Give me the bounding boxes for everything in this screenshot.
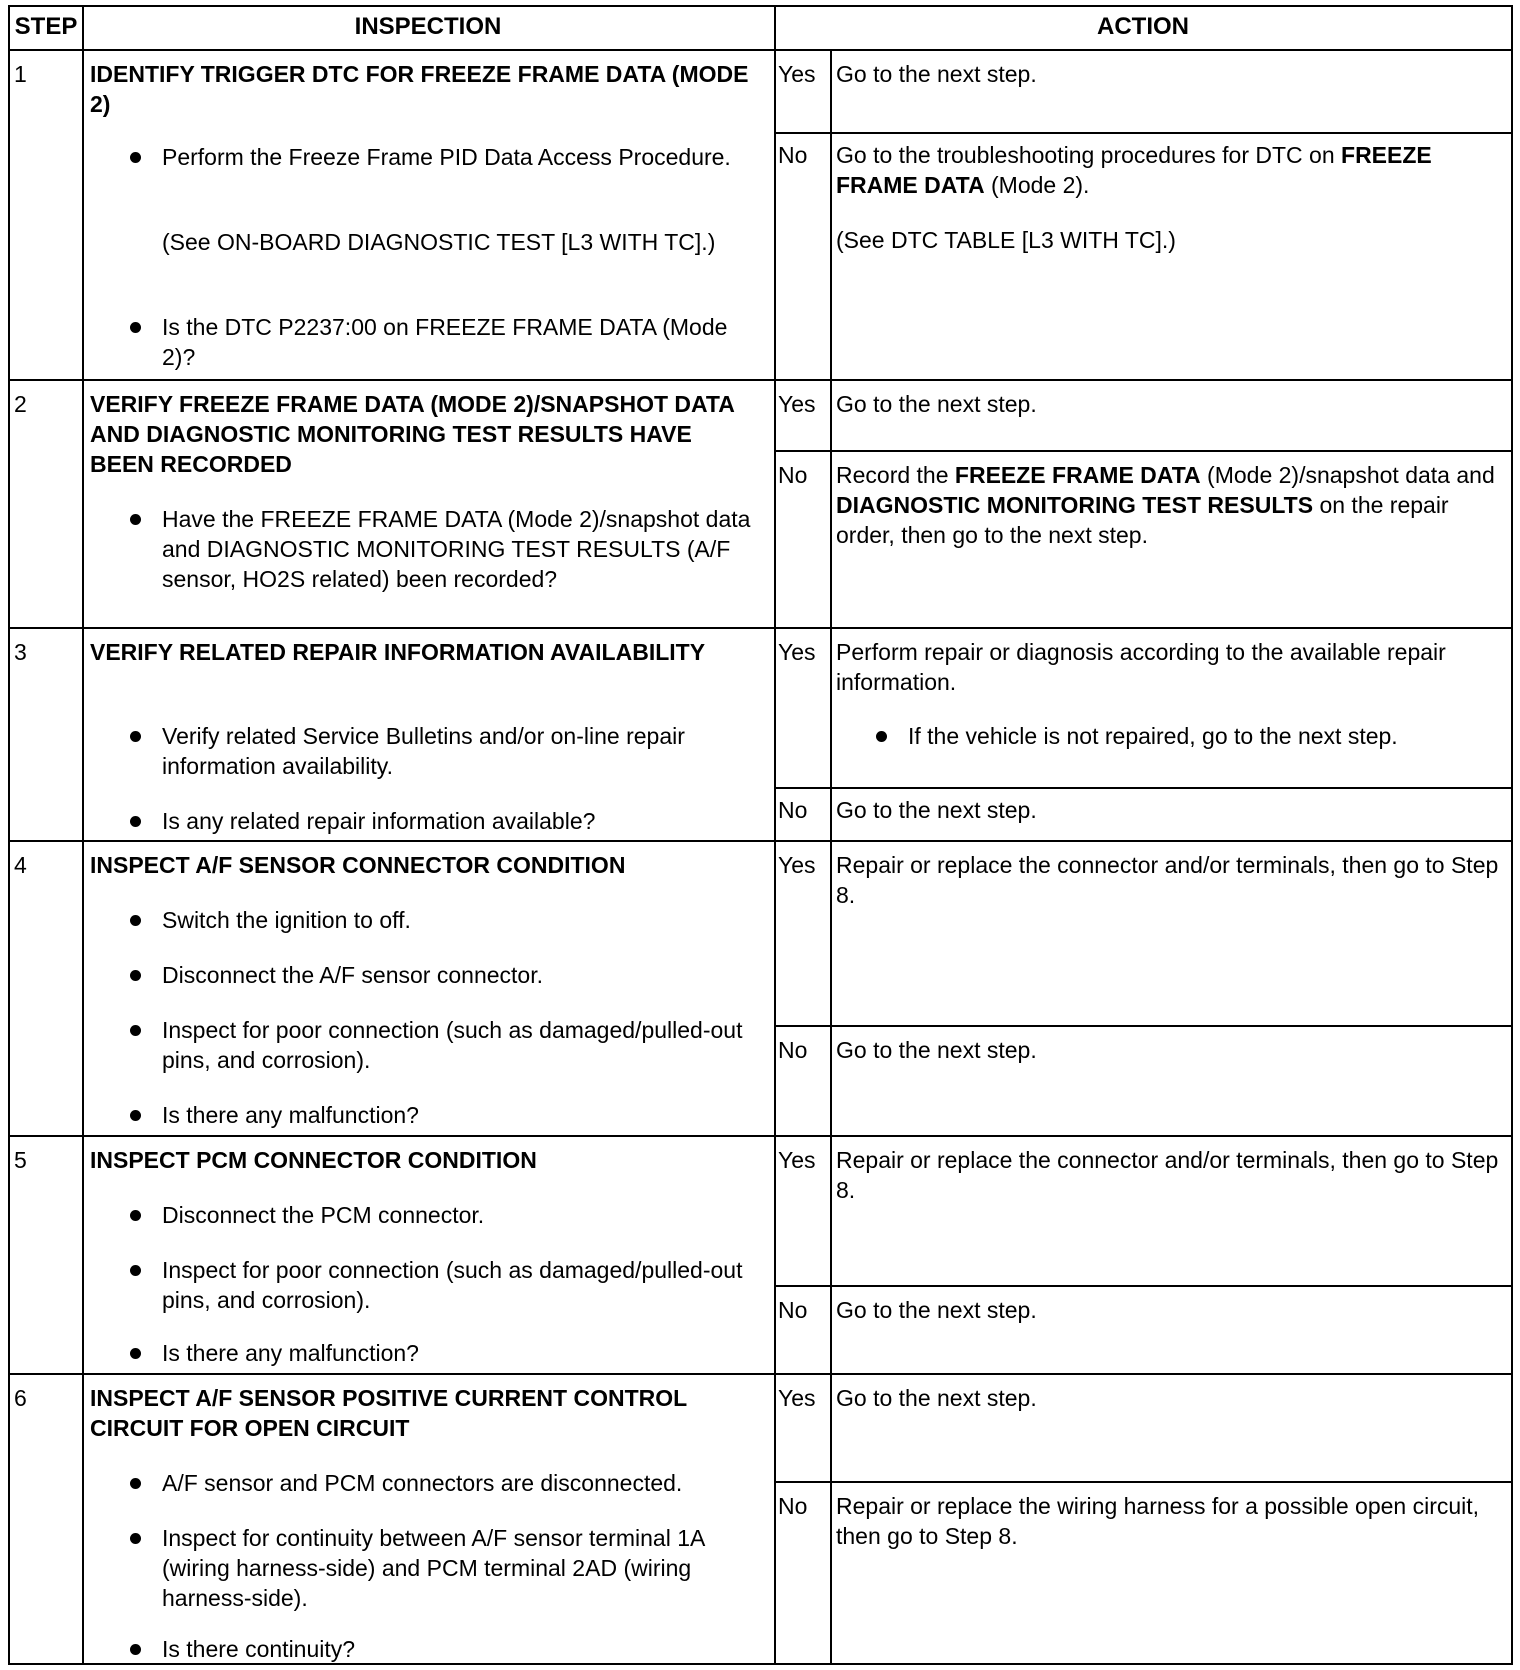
inspection-bullet: Perform the Freeze Frame PID Data Access Procedure. [162, 142, 752, 172]
yes-action: Repair or replace the connector and/or terminals, then go to Step 8. [836, 1147, 1499, 1203]
inspection-bullet: Is there any malfunction? [162, 1338, 752, 1368]
yes-no-divider [774, 132, 1512, 134]
yes-no-divider [774, 787, 1512, 789]
step-title: VERIFY RELATED REPAIR INFORMATION AVAILABILITY [90, 639, 706, 665]
column-divider-result [830, 49, 832, 1663]
inspection-bullet: Disconnect the PCM connector. [162, 1200, 752, 1230]
inspection-bullet: Inspect for poor connection (such as damaged/pulled-out pins, and corrosion). [162, 1015, 752, 1075]
header-inspection: INSPECTION [354, 13, 502, 40]
step-number: 2 [14, 391, 27, 417]
column-divider-inspection [774, 7, 776, 1663]
step-number: 4 [14, 852, 27, 878]
yes-action: Go to the next step. [836, 61, 1037, 87]
no-action: Go to the next step. [836, 1297, 1037, 1323]
inspection-bullet: Verify related Service Bulletins and/or on-line repair information availability. [162, 721, 752, 781]
no-action: Go to the next step. [836, 797, 1037, 823]
inspection-bullet: Switch the ignition to off. [162, 905, 752, 935]
inspection-bullet: Is there any malfunction? [162, 1100, 752, 1130]
yes-label: Yes [778, 852, 816, 878]
yes-action: Perform repair or diagnosis according to the available repair information. [836, 639, 1446, 695]
no-label: No [778, 1297, 808, 1323]
yes-label: Yes [778, 61, 816, 87]
yes-no-divider [774, 1285, 1512, 1287]
header-divider [10, 49, 1512, 51]
step-title: INSPECT PCM CONNECTOR CONDITION [90, 1147, 537, 1173]
row-divider [10, 840, 1512, 842]
yes-label: Yes [778, 391, 816, 417]
yes-action: Go to the next step. [836, 391, 1037, 417]
no-label: No [778, 1493, 808, 1519]
no-action: Go to the next step. [836, 1037, 1037, 1063]
no-action: Go to the troubleshooting procedures for DTC on FREEZE FRAME DATA (Mode 2). [836, 142, 1432, 198]
inspection-bullet: Have the FREEZE FRAME DATA (Mode 2)/snapshot data and DIAGNOSTIC MONITORING TEST RESULTS (A/F sensor, HO2S related) been recorded? [162, 506, 751, 592]
no-action-reference: (See DTC TABLE [L3 WITH TC].) [836, 227, 1176, 253]
yes-action: Go to the next step. [836, 1385, 1037, 1411]
yes-no-divider [774, 450, 1512, 452]
step-number: 5 [14, 1147, 27, 1173]
step-title: INSPECT A/F SENSOR POSITIVE CURRENT CONTROL CIRCUIT FOR OPEN CIRCUIT [90, 1385, 687, 1441]
yes-label: Yes [778, 639, 816, 665]
inspection-bullet: Inspect for poor connection (such as damaged/pulled-out pins, and corrosion). [162, 1255, 752, 1315]
step-title: VERIFY FREEZE FRAME DATA (MODE 2)/SNAPSHOT DATA AND DIAGNOSTIC MONITORING TEST RESULTS HAVE BEEN RECORDED [90, 391, 735, 477]
no-label: No [778, 142, 808, 168]
no-label: No [778, 797, 808, 823]
no-label: No [778, 462, 808, 488]
reference-note: (See ON-BOARD DIAGNOSTIC TEST [L3 WITH TC].) [162, 229, 716, 255]
row-divider [10, 1135, 1512, 1137]
step-number: 3 [14, 639, 27, 665]
diagnostic-table [8, 5, 1513, 1665]
inspection-bullet: Is the DTC P2237:00 on FREEZE FRAME DATA (Mode 2)? [162, 312, 752, 372]
action-bullet: If the vehicle is not repaired, go to the next step. [908, 721, 1508, 751]
inspection-bullet: A/F sensor and PCM connectors are disconnected. [162, 1468, 752, 1498]
inspection-bullet: Is there continuity? [162, 1634, 752, 1664]
step-title: INSPECT A/F SENSOR CONNECTOR CONDITION [90, 852, 626, 878]
no-action: Repair or replace the wiring harness for a possible open circuit, then go to Step 8. [836, 1493, 1480, 1549]
yes-label: Yes [778, 1385, 816, 1411]
no-action: Record the FREEZE FRAME DATA (Mode 2)/snapshot data and DIAGNOSTIC MONITORING TEST RESULTS on the repair order, then go to the next step. [836, 462, 1495, 548]
no-label: No [778, 1037, 808, 1063]
row-divider [10, 1373, 1512, 1375]
step-title: IDENTIFY TRIGGER DTC FOR FREEZE FRAME DATA (MODE 2) [90, 61, 749, 117]
step-number: 1 [14, 61, 27, 87]
inspection-bullet: Inspect for continuity between A/F sensor terminal 1A (wiring harness-side) and PCM terminal 2AD (wiring harness-side). [162, 1523, 752, 1613]
yes-label: Yes [778, 1147, 816, 1173]
row-divider [10, 379, 1512, 381]
row-divider [10, 627, 1512, 629]
step-number: 6 [14, 1385, 27, 1411]
header-step: STEP [14, 13, 78, 40]
yes-no-divider [774, 1481, 1512, 1483]
inspection-bullet: Is any related repair information available? [162, 806, 752, 836]
yes-no-divider [774, 1025, 1512, 1027]
yes-action: Repair or replace the connector and/or terminals, then go to Step 8. [836, 852, 1499, 908]
column-divider-step [82, 7, 84, 1663]
inspection-bullet: Disconnect the A/F sensor connector. [162, 960, 752, 990]
header-action: ACTION [1097, 13, 1189, 40]
